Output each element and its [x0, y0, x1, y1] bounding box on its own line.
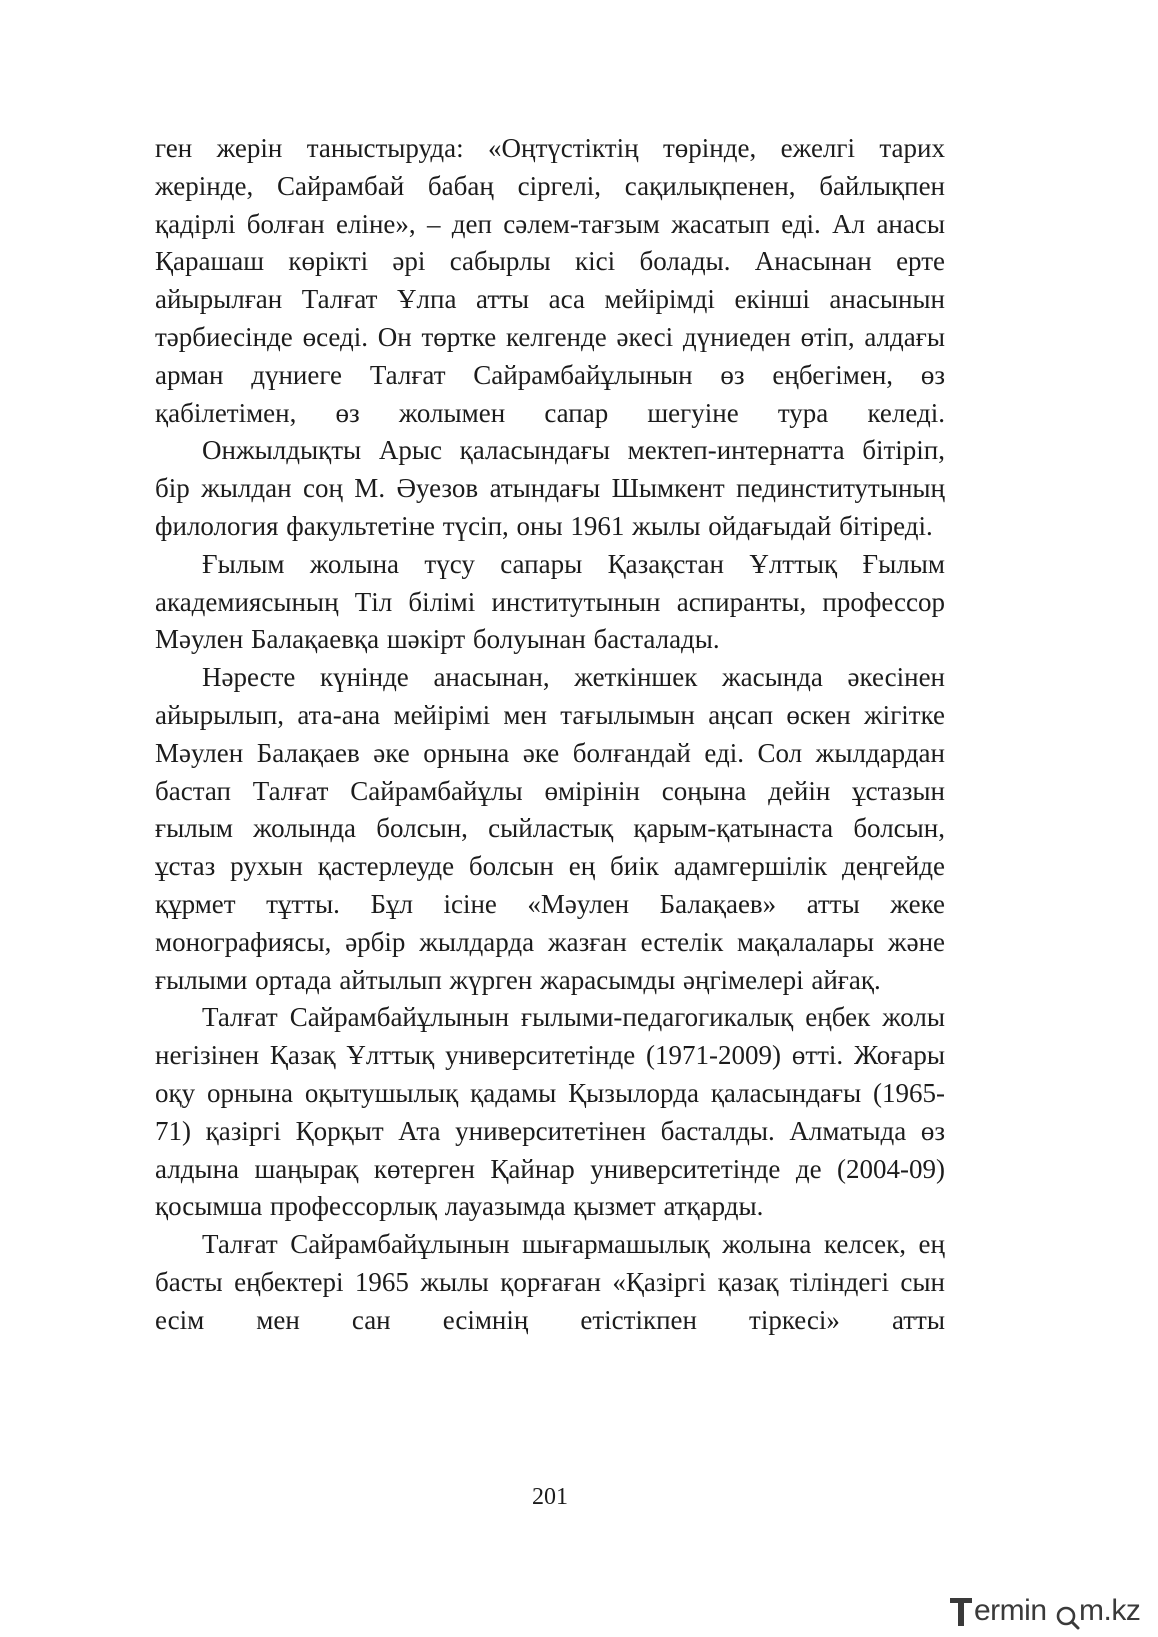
- paragraph: Ғылым жолына түсу сапары Қазақстан Ұлттық Ғылым академиясының Тіл білімі институтынын аспиранты, профессор Мәулен Балақаевқа шәкірт болуынан басталады.: [155, 548, 945, 655]
- paragraph: Талғат Сайрамбайұлынын ғылыми-педагогикалық еңбек жолы негізінен Қазақ Ұлттық университетінде (1971-2009) өтті. Жоғары оқу орнына оқытушылық қадамы Қызылорда қаласындағы (1965-71) қазіргі Қорқыт Ата университетінен басталды. Алматыда өз алдына шаңырақ көтерген Қайнар университетінде де (2004-09) қосымша профессорлық лауазымда қызмет атқарды.: [155, 1002, 945, 1222]
- paragraph-continuation: ген жерін таныстыруда: «Оңтүстіктің төрінде, ежелгі тарих жерінде, Сайрамбай бабаң сіргелі, сақилықпенен, байлықпен қадірлі болған еліне», – деп сәлем-тағзым жасатып еді. Ал анасы Қарашаш көрікті әрі сабырлы кісі болады. Анасынан ерте айырылған Талғат Ұлпа атты аса мейірімді екінші анасынын тәрбиесінде өседі. Он төртке келгенде әкесі дүниеден өтіп, алдағы арман дүниеге Талғат Сайрамбайұлынын өз еңбегімен, өз қабілетімен, өз жолымен сапар шегуіне тура келеді.: [155, 133, 945, 428]
- page-body: [155, 130, 945, 1340]
- paragraph: Нәресте күнінде анасынан, жеткіншек жасында әкесінен айырылып, ата-ана мейірімі мен тағылымын аңсап өскен жігітке Мәулен Балақаев әке орнына әке болғандай еді. Сол жылдардан бастап Талғат Сайрамбайұлы өмірінін соңына дейін ұстазын ғылым жолында болсын, сыйластық қарым-қатынаста болсын, ұстаз рухын қастерлеуде болсын ең биік адамгершілік деңгейде құрмет тұтты. Бұл ісіне «Мәулен Балақаев» атты жеке монографиясы, әрбір жылдарда жазған естелік мақалалары және ғылыми ортада айтылып жүрген жарасымды әңгімелері айғақ.: [155, 662, 945, 995]
- watermark-text-end: m.kz: [1079, 1594, 1141, 1627]
- search-magnifier-icon: [1058, 1608, 1078, 1628]
- watermark-text-start: ermin: [974, 1594, 1047, 1627]
- termincom-watermark: [948, 1595, 1148, 1631]
- page-number: 201: [532, 1484, 568, 1510]
- paragraph: Талғат Сайрамбайұлынын шығармашылық жолына келсек, ең басты еңбектері 1965 жылы қорғаған «Қазіргі қазақ тіліндегі сын есім мен сан есімнің етістікпен тіркесі» атты: [155, 1229, 945, 1335]
- paragraph: Онжылдықты Арыс қаласындағы мектеп-интернатта бітіріп, бір жылдан соң М. Әуезов атындағы Шымкент пединститутының филология факультетіне түсіп, оны 1961 жылы ойдағыдай бітіреді.: [155, 435, 945, 541]
